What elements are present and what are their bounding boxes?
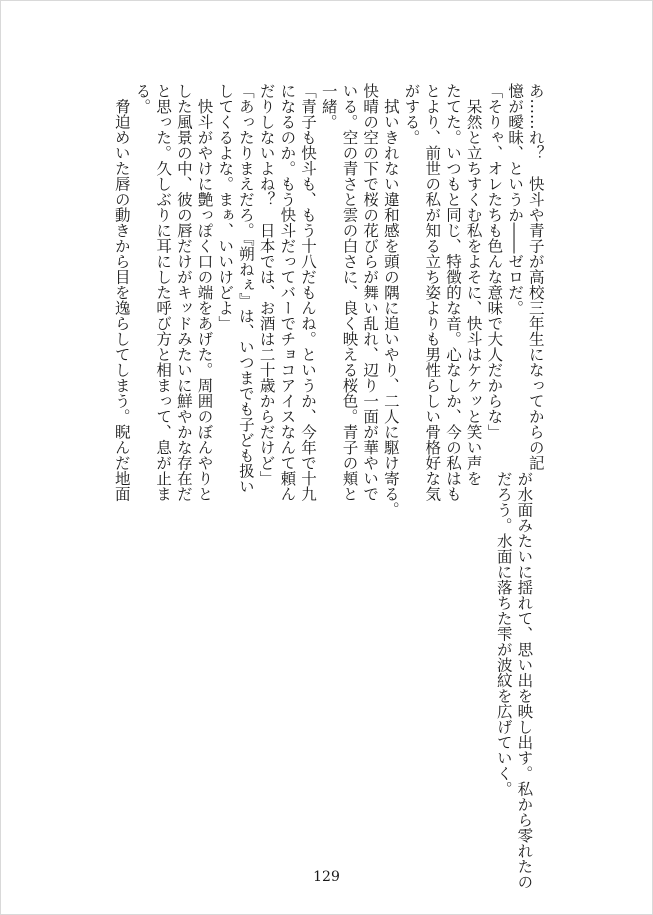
text-line: 快晴の空の下で桜の花びらが舞い乱れ、辺り一面が華やいで: [361, 83, 380, 502]
text-line: になるのか。もう快斗だってバーでチョコアイスなんて頼ん: [278, 83, 297, 502]
text-line: 「あったりまえだろ。『朔ねぇ』は、いつまでも子ども扱い: [236, 83, 255, 494]
text-line: がする。: [402, 83, 421, 145]
text-line: たてた。いつもと同じ、特徴的な音。心なしか、今の私はも: [443, 83, 462, 502]
text-line: 憶が曖昧、というか――ゼロだ。: [506, 83, 525, 316]
text-line: 拭いきれない違和感を頭の隅に追いやり、二人に駆け寄る。: [381, 83, 400, 517]
text-line: いる。空の青さと雲の白さに、良く映える桜色。青子の頬と: [340, 83, 359, 502]
text-line: 呆然と立ちすくむ私をよそに、快斗はケケッと笑い声を: [464, 83, 483, 486]
text-line: だりしないよね？ 日本では、お酒は二十歳からだけど」: [257, 83, 276, 486]
text-line: あ……れ？ 快斗や青子が高校三年生になってからの記: [526, 83, 545, 471]
text-line: と思った。久しぶりに耳にした呼び方と相まって、息が止ま: [154, 83, 173, 502]
text-line: した風景の中、彼の唇だけがキッドみたいに鮮やかな存在だ: [174, 83, 193, 502]
text-line: 脅迫めいた唇の動きから目を逸らしてしまう。睨んだ地面: [112, 83, 131, 502]
page-number: 129: [313, 869, 340, 885]
text-line: 「そりゃ、オレたちも色んな意味で大人だからな」: [485, 83, 504, 440]
text-line: 快斗がやけに艶っぽく口の端をあげた。周囲のぼんやりと: [195, 83, 214, 502]
text-line: 「青子も快斗も、もう十八だもんね。というか、今年で十九: [299, 83, 318, 502]
text-line: してくるよな。まぁ、いいけどよ」: [216, 83, 235, 331]
text-line: とより、前世の私が知る立ち姿よりも男性らしい骨格好な気: [423, 83, 442, 502]
text-line: る。: [133, 83, 152, 114]
text-line: が水面みたいに揺れて、思い出を映し出す。私から零れたの: [515, 471, 534, 890]
text-line: だろう。水面に落ちた雫が波紋を広げていく。: [494, 471, 513, 797]
upper-text-block: [111, 83, 546, 517]
text-line: 一緒。: [319, 83, 338, 130]
lower-text-block: [493, 471, 534, 890]
